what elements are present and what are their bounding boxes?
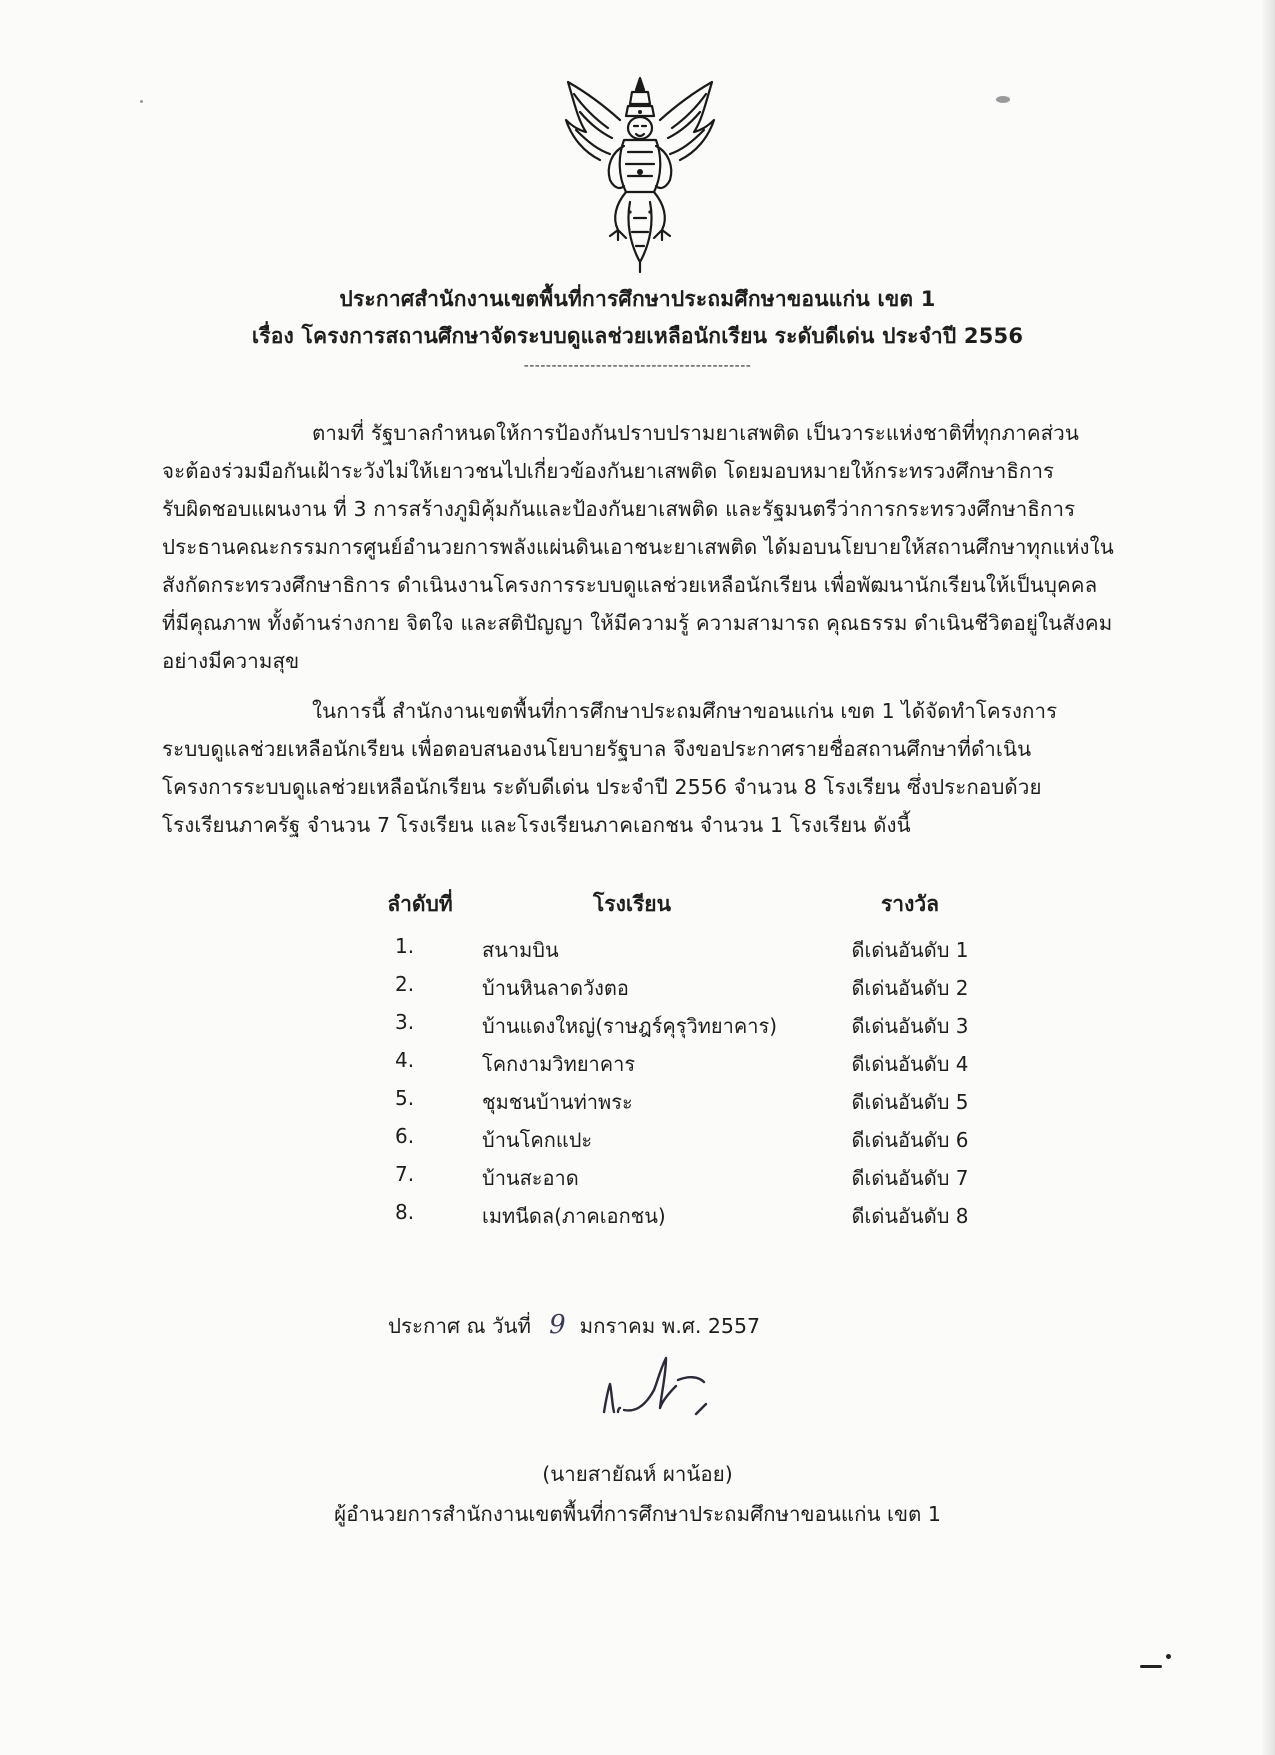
scan-speck bbox=[1166, 1654, 1171, 1659]
row-school: โคกงามวิทยาคาร bbox=[482, 1052, 636, 1076]
handwritten-signature-icon bbox=[596, 1350, 726, 1425]
row-rank: 3. bbox=[395, 1010, 415, 1034]
row-award: ดีเด่นอันดับ 5 bbox=[851, 1090, 969, 1114]
announcement-date bbox=[388, 1310, 760, 1343]
row-award: ดีเด่นอันดับ 7 bbox=[851, 1166, 969, 1190]
awards-table bbox=[370, 888, 980, 1238]
paragraph-line: สังกัดกระทรวงศึกษาธิการ ดำเนินงานโครงการระบบดูแลช่วยเหลือนักเรียน เพื่อพัฒนานักเรียนให้เป็นบุคคล bbox=[162, 573, 1098, 597]
row-school: บ้านสะอาด bbox=[482, 1166, 579, 1190]
paragraph-line: ที่มีคุณภาพ ทั้งด้านร่างกาย จิตใจ และสติปัญญา ให้มีความรู้ ความสามารถ คุณธรรม ดำเนินชีวิตอยู่ในสังคม bbox=[162, 611, 1113, 635]
scan-speck bbox=[996, 96, 1010, 103]
table-row bbox=[370, 972, 980, 1010]
paragraph-background bbox=[162, 414, 1114, 680]
row-school: บ้านแดงใหญ่(ราษฎร์คุรุวิทยาคาร) bbox=[482, 1014, 777, 1038]
row-school: เมทนีดล(ภาคเอกชน) bbox=[482, 1204, 666, 1228]
header-rank: ลำดับที่ bbox=[387, 892, 453, 916]
signer-name: (นายสายัณห์ ผาน้อย) bbox=[542, 1462, 733, 1486]
table-row bbox=[370, 1124, 980, 1162]
paragraph-line: โครงการระบบดูแลช่วยเหลือนักเรียน ระดับดีเด่น ประจำปี 2556 จำนวน 8 โรงเรียน ซึ่งประกอบด้วย bbox=[162, 775, 1042, 799]
table-row bbox=[370, 1048, 980, 1086]
paragraph-line: ประธานคณะกรรมการศูนย์อำนวยการพลังแผ่นดินเอาชนะยาเสพติด ได้มอบนโยบายให้สถานศึกษาทุกแห่งใน bbox=[162, 535, 1114, 559]
header-award: รางวัล bbox=[881, 892, 939, 916]
table-row bbox=[370, 1162, 980, 1200]
paragraph-announcement bbox=[162, 692, 1106, 844]
row-school: ชุมชนบ้านท่าพระ bbox=[482, 1090, 633, 1114]
announcement-title: ประกาศสำนักงานเขตพื้นที่การศึกษาประถมศึกษาขอนแก่น เขต 1 bbox=[339, 287, 936, 311]
paragraph-line: ตามที่ รัฐบาลกำหนดให้การป้องกันปราบปรามยาเสพติด เป็นวาระแห่งชาติที่ทุกภาคส่วน bbox=[312, 421, 1080, 445]
paragraph-line: รับผิดชอบแผนงาน ที่ 3 การสร้างภูมิคุ้มกันและป้องกันยาเสพติด และรัฐมนตรีว่าการกระทรวงศึกษาธิการ bbox=[162, 497, 1076, 521]
paragraph-line: จะต้องร่วมมือกันเฝ้าระวังไม่ให้เยาวชนไปเกี่ยวข้องกันยาเสพติด โดยมอบหมายให้กระทรวงศึกษาธิการ bbox=[162, 459, 1055, 483]
table-row bbox=[370, 1010, 980, 1048]
row-rank: 1. bbox=[395, 934, 415, 958]
table-row bbox=[370, 1200, 980, 1238]
row-rank: 7. bbox=[395, 1162, 415, 1186]
paragraph-line: ระบบดูแลช่วยเหลือนักเรียน เพื่อตอบสนองนโยบายรัฐบาล จึงขอประกาศรายชื่อสถานศึกษาที่ดำเนิน bbox=[162, 737, 1032, 761]
scan-mark bbox=[1140, 1665, 1162, 1668]
date-suffix: มกราคม พ.ศ. 2557 bbox=[579, 1314, 761, 1338]
row-award: ดีเด่นอันดับ 3 bbox=[851, 1014, 969, 1038]
row-school: บ้านหินลาดวังตอ bbox=[482, 976, 629, 1000]
scan-speck bbox=[140, 100, 143, 103]
title-divider: ----------------------------------------- bbox=[523, 358, 752, 374]
paragraph-line: อย่างมีความสุข bbox=[162, 649, 300, 673]
awards-table-header bbox=[370, 888, 980, 934]
row-rank: 5. bbox=[395, 1086, 415, 1110]
row-award: ดีเด่นอันดับ 8 bbox=[851, 1204, 969, 1228]
row-rank: 8. bbox=[395, 1200, 415, 1224]
header-school: โรงเรียน bbox=[593, 892, 671, 916]
date-day: 9 bbox=[549, 1310, 566, 1340]
row-award: ดีเด่นอันดับ 6 bbox=[851, 1128, 969, 1152]
announcement-subject: เรื่อง โครงการสถานศึกษาจัดระบบดูแลช่วยเหลือนักเรียน ระดับดีเด่น ประจำปี 2556 bbox=[251, 324, 1024, 348]
table-row bbox=[370, 934, 980, 972]
row-school: บ้านโคกแปะ bbox=[482, 1128, 593, 1152]
row-rank: 6. bbox=[395, 1124, 415, 1148]
row-rank: 4. bbox=[395, 1048, 415, 1072]
scan-edge-shadow bbox=[1261, 0, 1275, 1755]
signer-position: ผู้อำนวยการสำนักงานเขตพื้นที่การศึกษาประถมศึกษาขอนแก่น เขต 1 bbox=[334, 1502, 941, 1526]
row-award: ดีเด่นอันดับ 2 bbox=[851, 976, 969, 1000]
row-school: สนามบิน bbox=[482, 938, 559, 962]
paragraph-line: ในการนี้ สำนักงานเขตพื้นที่การศึกษาประถมศึกษาขอนแก่น เขต 1 ได้จัดทำโครงการ bbox=[312, 699, 1058, 723]
row-rank: 2. bbox=[395, 972, 415, 996]
table-row bbox=[370, 1086, 980, 1124]
row-award: ดีเด่นอันดับ 4 bbox=[851, 1052, 969, 1076]
paragraph-line: โรงเรียนภาครัฐ จำนวน 7 โรงเรียน และโรงเรียนภาคเอกชน จำนวน 1 โรงเรียน ดังนี้ bbox=[162, 813, 911, 837]
row-award: ดีเด่นอันดับ 1 bbox=[851, 938, 969, 962]
garuda-emblem-icon bbox=[560, 72, 720, 277]
date-prefix: ประกาศ ณ วันที่ bbox=[388, 1314, 532, 1338]
